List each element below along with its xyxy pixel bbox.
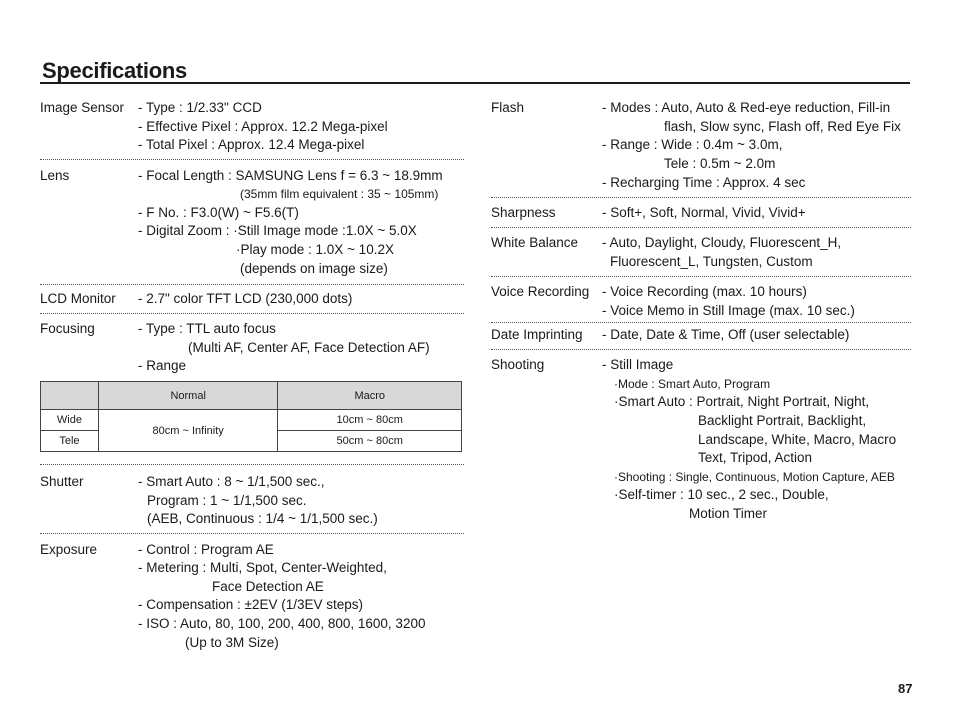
white-balance-line: Fluorescent_L, Tungsten, Custom: [610, 254, 813, 269]
shutter-line: Program : 1 ~ 1/1,500 sec.: [147, 493, 307, 508]
exposure-line: Face Detection AE: [212, 579, 324, 594]
lens-line: ·Play mode : 1.0X ~ 10.2X: [236, 242, 394, 257]
date-imprinting-label: Date Imprinting: [491, 327, 583, 342]
table-cell-macro: 10cm ~ 80cm: [278, 410, 462, 431]
lens-line: - Focal Length : SAMSUNG Lens f = 6.3 ~ 18.9mm: [138, 168, 443, 183]
shooting-label: Shooting: [491, 357, 545, 372]
image-sensor-line: - Effective Pixel : Approx. 12.2 Mega-pixel: [138, 119, 388, 134]
lens-line: (35mm film equivalent : 35 ~ 105mm): [240, 187, 439, 201]
shutter-line: (AEB, Continuous : 1/4 ~ 1/1,500 sec.): [147, 511, 378, 526]
image-sensor-label: Image Sensor: [40, 100, 125, 115]
divider: [40, 464, 464, 465]
image-sensor-line: - Type : 1/2.33" CCD: [138, 100, 262, 115]
shooting-line: ·Mode : Smart Auto, Program: [614, 377, 771, 391]
exposure-line: - Control : Program AE: [138, 542, 274, 557]
shooting-line: Landscape, White, Macro, Macro: [698, 432, 897, 447]
lens-label: Lens: [40, 168, 70, 183]
title-underline: [40, 82, 910, 84]
exposure-line: - Metering : Multi, Spot, Center-Weighted,: [138, 560, 387, 575]
lens-line: (depends on image size): [240, 261, 388, 276]
date-imprinting-line: - Date, Date & Time, Off (user selectable): [602, 327, 850, 342]
lens-line: - Digital Zoom : ·Still Image mode :1.0X ~ 5.0X: [138, 223, 417, 238]
exposure-label: Exposure: [40, 542, 98, 557]
white-balance-line: - Auto, Daylight, Cloudy, Fluorescent_H,: [602, 235, 842, 250]
divider: [40, 533, 464, 534]
voice-recording-line: - Voice Recording (max. 10 hours): [602, 284, 807, 299]
table-row: [41, 410, 462, 431]
table-header-row: [41, 382, 462, 410]
table-header-macro: Macro: [278, 382, 462, 410]
sharpness-line: - Soft+, Soft, Normal, Vivid, Vivid+: [602, 205, 806, 220]
page-number: 87: [898, 681, 913, 696]
focusing-label: Focusing: [40, 321, 95, 336]
exposure-line: - Compensation : ±2EV (1/3EV steps): [138, 597, 364, 612]
sharpness-label: Sharpness: [491, 205, 556, 220]
table-row-label: Wide: [41, 410, 99, 431]
flash-line: - Range : Wide : 0.4m ~ 3.0m,: [602, 137, 783, 152]
shooting-line: Motion Timer: [689, 506, 768, 521]
table-cell-normal: 80cm ~ Infinity: [98, 410, 278, 452]
shooting-line: ·Shooting : Single, Continuous, Motion Capture, AEB: [614, 470, 895, 484]
lcd-monitor-label: LCD Monitor: [40, 291, 116, 306]
image-sensor-line: - Total Pixel : Approx. 12.4 Mega-pixel: [138, 137, 365, 152]
divider: [40, 284, 464, 285]
shooting-line: ·Self-timer : 10 sec., 2 sec., Double,: [614, 487, 829, 502]
lcd-monitor-line: - 2.7" color TFT LCD (230,000 dots): [138, 291, 353, 306]
table-header-normal: Normal: [98, 382, 278, 410]
flash-line: - Modes : Auto, Auto & Red-eye reduction, Fill-in: [602, 100, 891, 115]
table-cell-macro: 50cm ~ 80cm: [278, 431, 462, 452]
table-row-label: Tele: [41, 431, 99, 452]
voice-recording-label: Voice Recording: [491, 284, 590, 299]
focus-range-table: [40, 381, 462, 452]
shooting-line: - Still Image: [602, 357, 674, 372]
shutter-line: - Smart Auto : 8 ~ 1/1,500 sec.,: [138, 474, 325, 489]
divider: [491, 197, 911, 198]
exposure-line: - ISO : Auto, 80, 100, 200, 400, 800, 1600, 3200: [138, 616, 426, 631]
focusing-line: (Multi AF, Center AF, Face Detection AF): [188, 340, 430, 355]
flash-line: Tele : 0.5m ~ 2.0m: [664, 156, 776, 171]
focusing-line: - Type : TTL auto focus: [138, 321, 276, 336]
shooting-line: Backlight Portrait, Backlight,: [698, 413, 867, 428]
flash-line: - Recharging Time : Approx. 4 sec: [602, 175, 806, 190]
flash-label: Flash: [491, 100, 525, 115]
table-corner-cell: [41, 382, 99, 410]
divider: [491, 349, 911, 350]
focusing-line: - Range: [138, 358, 187, 373]
white-balance-label: White Balance: [491, 235, 579, 250]
divider: [491, 227, 911, 228]
divider: [40, 159, 464, 160]
page-title: Specifications: [42, 58, 187, 83]
shutter-label: Shutter: [40, 474, 84, 489]
exposure-line: (Up to 3M Size): [185, 635, 279, 650]
divider: [491, 322, 911, 323]
divider: [491, 276, 911, 277]
lens-line: - F No. : F3.0(W) ~ F5.6(T): [138, 205, 299, 220]
flash-line: flash, Slow sync, Flash off, Red Eye Fix: [664, 119, 901, 134]
shooting-line: ·Smart Auto : Portrait, Night Portrait, Night,: [614, 394, 870, 409]
divider: [40, 313, 464, 314]
shooting-line: Text, Tripod, Action: [698, 450, 813, 465]
voice-recording-line: - Voice Memo in Still Image (max. 10 sec.): [602, 303, 855, 318]
